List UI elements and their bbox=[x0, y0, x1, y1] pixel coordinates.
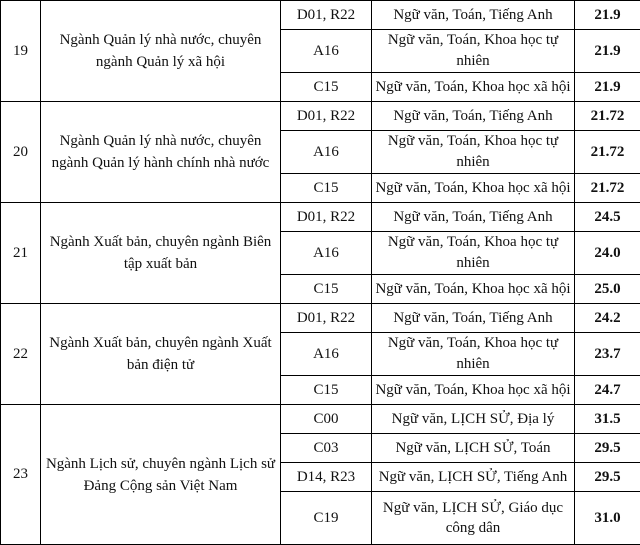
table-row bbox=[1, 304, 640, 333]
combo-subjects: Ngữ văn, LỊCH SỬ, Tiếng Anh bbox=[372, 463, 575, 492]
cutoff-score: 21.72 bbox=[575, 102, 640, 131]
combo-code: C03 bbox=[281, 434, 372, 463]
combo-code: D14, R23 bbox=[281, 463, 372, 492]
cutoff-score: 21.9 bbox=[575, 1, 640, 30]
major-name: Ngành Quản lý nhà nước, chuyên ngành Quản lý xã hội bbox=[41, 1, 281, 102]
combo-subjects: Ngữ văn, LỊCH SỬ, Toán bbox=[372, 434, 575, 463]
combo-code: D01, R22 bbox=[281, 1, 372, 30]
combo-code: D01, R22 bbox=[281, 304, 372, 333]
cutoff-score: 24.5 bbox=[575, 203, 640, 232]
combo-code: C15 bbox=[281, 275, 372, 304]
cutoff-score: 21.72 bbox=[575, 131, 640, 174]
combo-code: A16 bbox=[281, 30, 372, 73]
row-number: 19 bbox=[1, 1, 41, 102]
table-row bbox=[1, 405, 640, 434]
combo-subjects: Ngữ văn, LỊCH SỬ, Địa lý bbox=[372, 405, 575, 434]
combo-code: A16 bbox=[281, 232, 372, 275]
cutoff-score: 24.7 bbox=[575, 376, 640, 405]
combo-code: D01, R22 bbox=[281, 203, 372, 232]
table-row bbox=[1, 1, 640, 30]
combo-subjects: Ngữ văn, Toán, Tiếng Anh bbox=[372, 102, 575, 131]
combo-subjects: Ngữ văn, Toán, Khoa học xã hội bbox=[372, 73, 575, 102]
combo-subjects: Ngữ văn, Toán, Tiếng Anh bbox=[372, 203, 575, 232]
cutoff-score: 25.0 bbox=[575, 275, 640, 304]
combo-subjects: Ngữ văn, Toán, Tiếng Anh bbox=[372, 1, 575, 30]
major-name: Ngành Xuất bản, chuyên ngành Xuất bản điện tử bbox=[41, 304, 281, 405]
combo-subjects: Ngữ văn, Toán, Khoa học tự nhiên bbox=[372, 333, 575, 376]
cutoff-score: 21.9 bbox=[575, 30, 640, 73]
row-number: 23 bbox=[1, 405, 41, 545]
cutoff-score: 21.72 bbox=[575, 174, 640, 203]
major-name: Ngành Quản lý nhà nước, chuyên ngành Quản lý hành chính nhà nước bbox=[41, 102, 281, 203]
cutoff-score: 24.2 bbox=[575, 304, 640, 333]
combo-subjects: Ngữ văn, Toán, Khoa học tự nhiên bbox=[372, 232, 575, 275]
combo-subjects: Ngữ văn, LỊCH SỬ, Giáo dục công dân bbox=[372, 492, 575, 545]
combo-code: C00 bbox=[281, 405, 372, 434]
cutoff-score: 31.0 bbox=[575, 492, 640, 545]
cutoff-score: 23.7 bbox=[575, 333, 640, 376]
cutoff-score: 29.5 bbox=[575, 434, 640, 463]
row-number: 20 bbox=[1, 102, 41, 203]
combo-code: C19 bbox=[281, 492, 372, 545]
combo-code: C15 bbox=[281, 174, 372, 203]
combo-subjects: Ngữ văn, Toán, Khoa học tự nhiên bbox=[372, 131, 575, 174]
combo-code: A16 bbox=[281, 131, 372, 174]
combo-subjects: Ngữ văn, Toán, Khoa học xã hội bbox=[372, 275, 575, 304]
combo-subjects: Ngữ văn, Toán, Khoa học xã hội bbox=[372, 376, 575, 405]
combo-subjects: Ngữ văn, Toán, Khoa học tự nhiên bbox=[372, 30, 575, 73]
major-name: Ngành Xuất bản, chuyên ngành Biên tập xuất bản bbox=[41, 203, 281, 304]
combo-subjects: Ngữ văn, Toán, Khoa học xã hội bbox=[372, 174, 575, 203]
major-name: Ngành Lịch sử, chuyên ngành Lịch sử Đảng Cộng sản Việt Nam bbox=[41, 405, 281, 545]
cutoff-score: 29.5 bbox=[575, 463, 640, 492]
combo-code: A16 bbox=[281, 333, 372, 376]
table-row bbox=[1, 102, 640, 131]
row-number: 21 bbox=[1, 203, 41, 304]
combo-code: C15 bbox=[281, 73, 372, 102]
combo-code: D01, R22 bbox=[281, 102, 372, 131]
cutoff-score: 21.9 bbox=[575, 73, 640, 102]
cutoff-score: 31.5 bbox=[575, 405, 640, 434]
row-number: 22 bbox=[1, 304, 41, 405]
combo-subjects: Ngữ văn, Toán, Tiếng Anh bbox=[372, 304, 575, 333]
table-row bbox=[1, 203, 640, 232]
combo-code: C15 bbox=[281, 376, 372, 405]
cutoff-score: 24.0 bbox=[575, 232, 640, 275]
